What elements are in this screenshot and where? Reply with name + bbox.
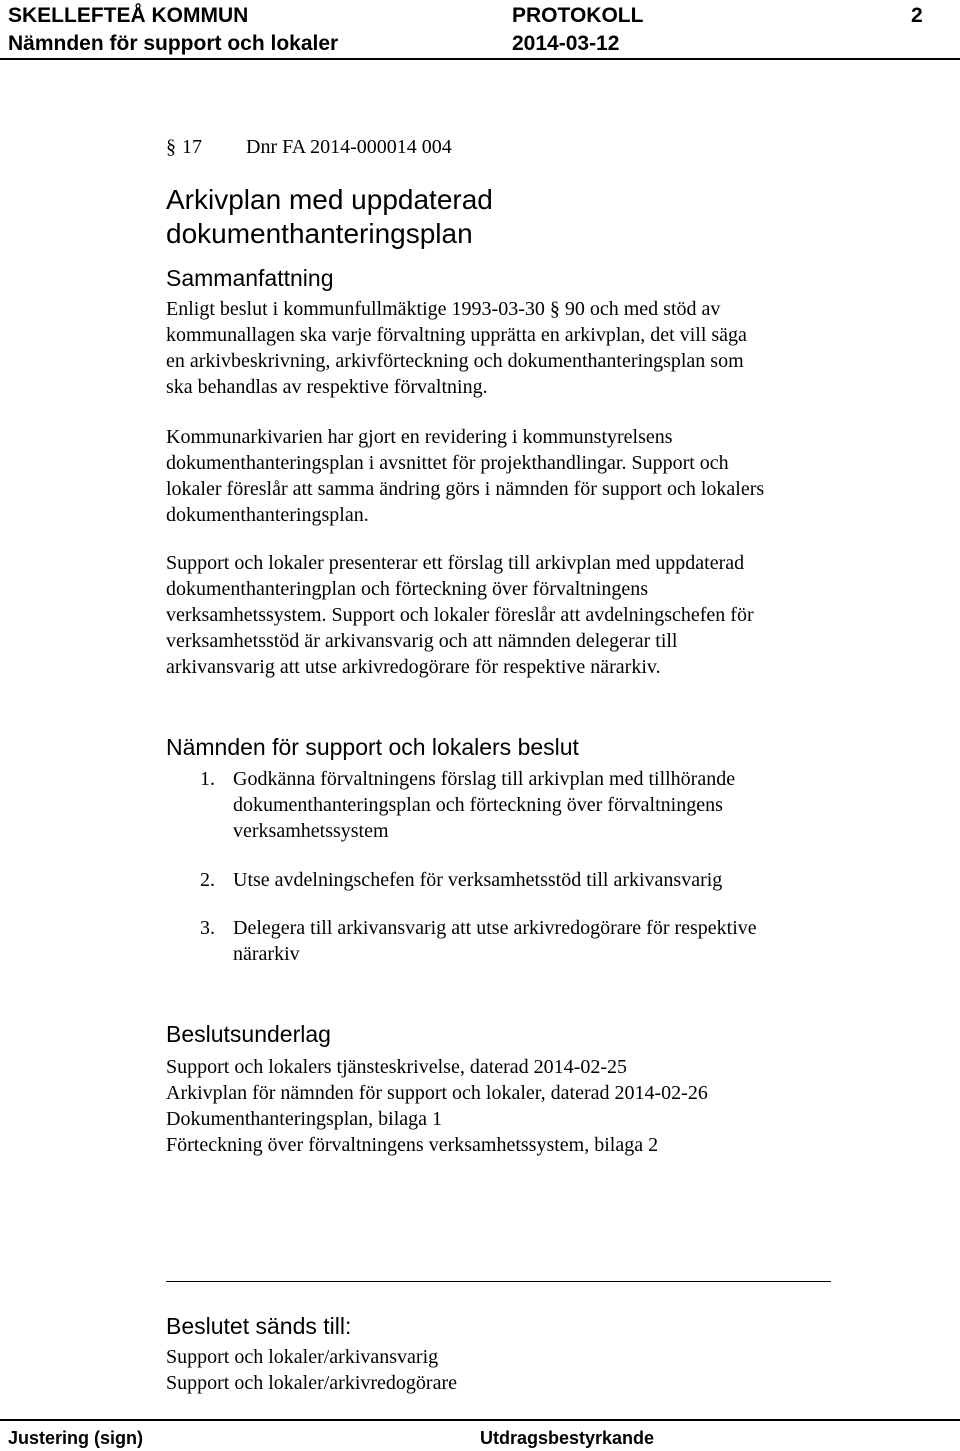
text-line: Delegera till arkivansvarig att utse arkivredogörare för respektive bbox=[233, 917, 757, 939]
item-title-line: Arkivplan med uppdaterad bbox=[166, 184, 493, 215]
decision-item bbox=[166, 867, 886, 893]
recipient: Support och lokaler/arkivredogörare bbox=[166, 1372, 458, 1394]
summary-paragraph-1 bbox=[166, 296, 866, 400]
basis-item: Dokumenthanteringsplan, bilaga 1 bbox=[166, 1108, 443, 1130]
text-line: verksamhetsstöd är arkivansvarig och att nämnden delegerar till bbox=[166, 630, 678, 652]
diary-number: Dnr FA 2014-000014 004 bbox=[246, 136, 452, 158]
item-title-line: dokumenthanteringsplan bbox=[166, 218, 473, 249]
summary-paragraph-2 bbox=[166, 424, 866, 528]
recipients-list bbox=[166, 1344, 866, 1396]
basis-list bbox=[166, 1054, 866, 1158]
text-line: dokumenthanteringsplan. bbox=[166, 504, 369, 526]
text-line: en arkivbeskrivning, arkivförteckning och dokumenthanteringsplan som bbox=[166, 350, 744, 372]
item-title bbox=[166, 183, 866, 251]
text-line: ska behandlas av respektive förvaltning. bbox=[166, 376, 488, 398]
text-line: Kommunarkivarien har gjort en revidering i kommunstyrelsens bbox=[166, 426, 673, 448]
text-line: arkivansvarig att utse arkivredogörare för respektive närarkiv. bbox=[166, 656, 661, 678]
text-line: dokumenthanteringsplan i avsnittet för projekthandlingar. Support och bbox=[166, 452, 729, 474]
certification-label: Utdragsbestyrkande bbox=[480, 1428, 655, 1448]
recipient: Support och lokaler/arkivansvarig bbox=[166, 1346, 439, 1368]
section-symbol: § bbox=[166, 136, 176, 158]
text-line: Support och lokaler presenterar ett förslag till arkivplan med uppdaterad bbox=[166, 552, 745, 574]
adjustment-signature-label: Justering (sign) bbox=[8, 1428, 144, 1448]
text-line: dokumenthanteringsplan och förteckning över förvaltningens bbox=[233, 794, 723, 816]
summary-heading: Sammanfattning bbox=[166, 265, 334, 291]
separator-line bbox=[166, 1281, 831, 1282]
basis-heading: Beslutsunderlag bbox=[166, 1021, 331, 1047]
municipality-name: SKELLEFTEÅ KOMMUN bbox=[8, 4, 249, 27]
decision-item bbox=[166, 915, 886, 967]
text-line: Enligt beslut i kommunfullmäktige 1993-03-30 § 90 och med stöd av bbox=[166, 298, 721, 320]
decision-heading: Nämnden för support och lokalers beslut bbox=[166, 734, 579, 760]
text-line: närarkiv bbox=[233, 943, 300, 965]
header-divider bbox=[0, 58, 960, 60]
text-line: Utse avdelningschefen för verksamhetsstöd till arkivansvarig bbox=[233, 869, 723, 891]
basis-item: Support och lokalers tjänsteskrivelse, daterad 2014-02-25 bbox=[166, 1056, 627, 1078]
meeting-date: 2014-03-12 bbox=[512, 32, 620, 55]
text-line: Godkänna förvaltningens förslag till arkivplan med tillhörande bbox=[233, 768, 736, 790]
decision-item-number: 2. bbox=[200, 869, 215, 891]
committee-name: Nämnden för support och lokaler bbox=[8, 32, 339, 55]
text-line: lokaler föreslår att samma ändring görs i nämnden för support och lokalers bbox=[166, 478, 765, 500]
summary-paragraph-3 bbox=[166, 550, 866, 680]
text-line: dokumenthanteringplan och förteckning över förvaltningens bbox=[166, 578, 649, 600]
text-line: verksamhetssystem. Support och lokaler föreslår att avdelningschefen för bbox=[166, 604, 754, 626]
recipients-heading: Beslutet sänds till: bbox=[166, 1313, 352, 1339]
basis-item: Förteckning över förvaltningens verksamhetssystem, bilaga 2 bbox=[166, 1134, 659, 1156]
decision-item bbox=[166, 766, 886, 844]
section-number: 17 bbox=[182, 136, 202, 158]
text-line: kommunallagen ska varje förvaltning upprätta en arkivplan, det vill säga bbox=[166, 324, 747, 346]
basis-item: Arkivplan för nämnden för support och lokaler, daterad 2014-02-26 bbox=[166, 1082, 708, 1104]
footer-divider bbox=[0, 1419, 960, 1421]
decision-item-number: 3. bbox=[200, 917, 215, 939]
page-number: 2 bbox=[911, 4, 923, 27]
document-type: PROTOKOLL bbox=[512, 4, 644, 27]
decision-item-number: 1. bbox=[200, 768, 215, 790]
text-line: verksamhetssystem bbox=[233, 820, 389, 842]
